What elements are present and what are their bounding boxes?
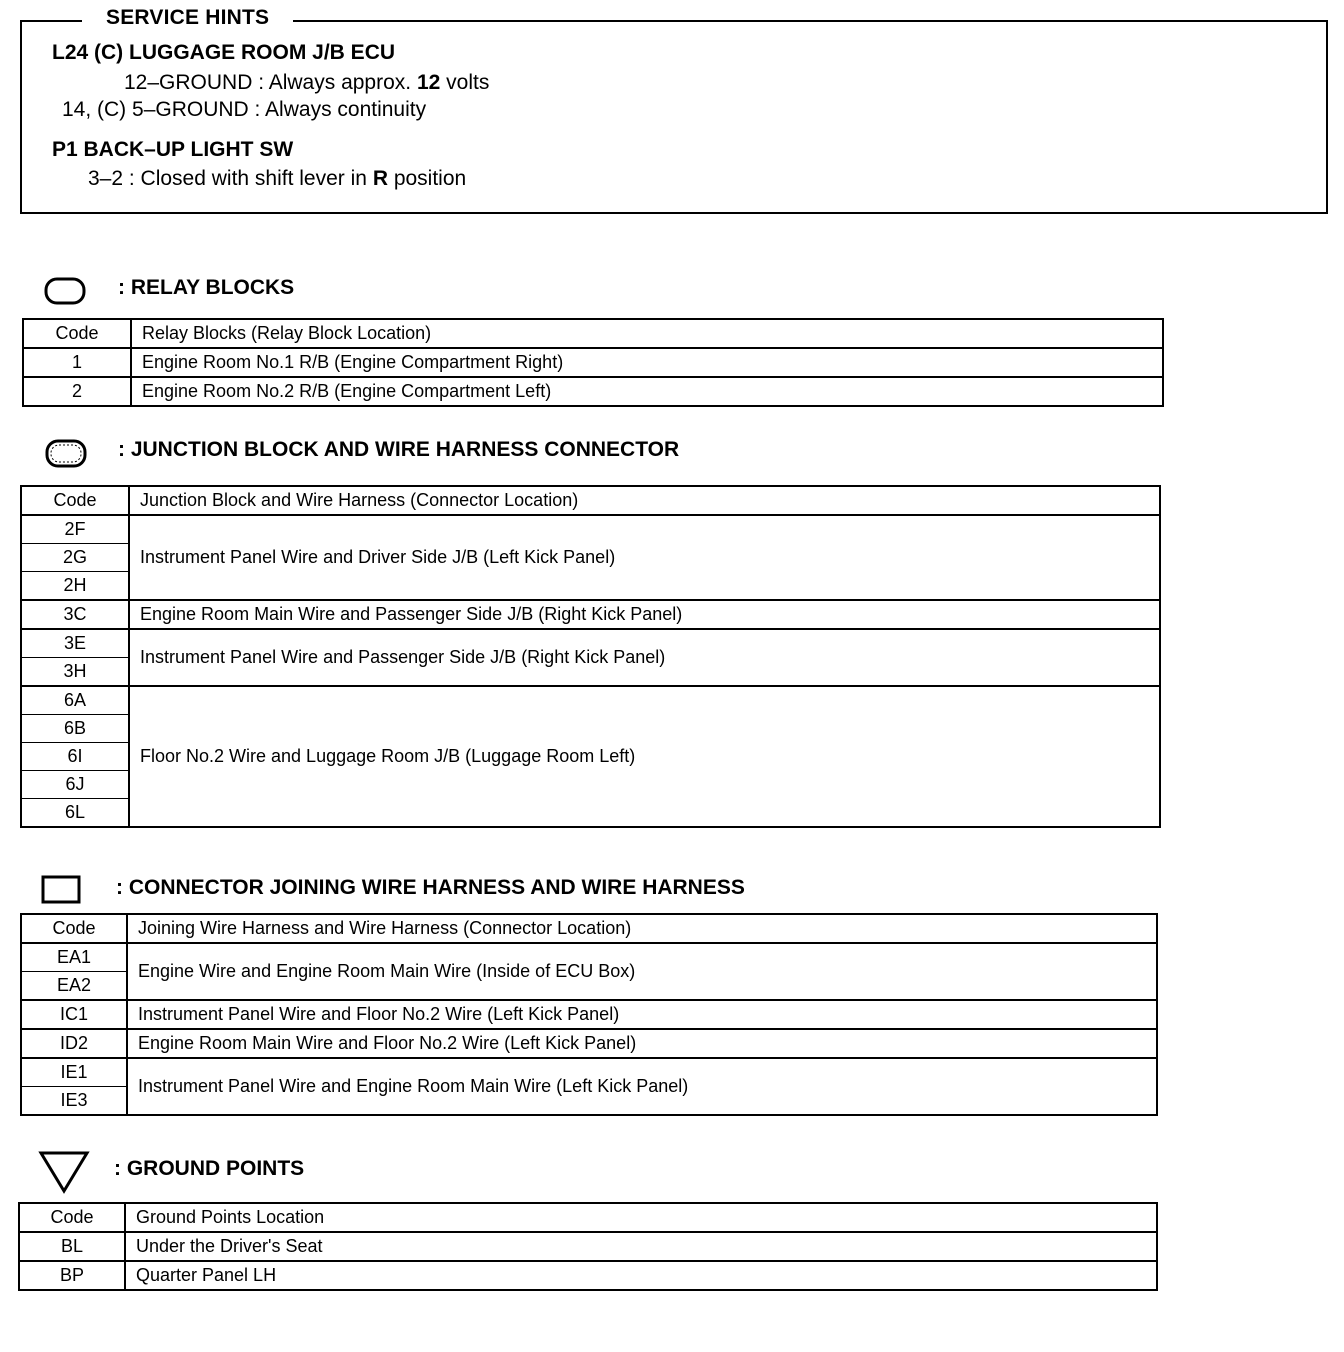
l24-line-1-prefix: 12–GROUND : Always approx. [124, 71, 417, 94]
location-header: Ground Points Location [125, 1203, 1157, 1232]
code-header: Code [21, 486, 129, 515]
code-cell: IE3 [21, 1087, 127, 1116]
junction-block-heading: : JUNCTION BLOCK AND WIRE HARNESS CONNECTOR [118, 438, 680, 461]
table-row [21, 1058, 1157, 1087]
ground-points-heading: : GROUND POINTS [114, 1157, 305, 1180]
location-cell: Engine Wire and Engine Room Main Wire (Inside of ECU Box) [127, 943, 1157, 1000]
table-row [19, 1261, 1157, 1290]
code-cell: 1 [23, 348, 131, 377]
code-cell: 6B [21, 715, 129, 743]
location-header: Joining Wire Harness and Wire Harness (Connector Location) [127, 914, 1157, 943]
table-row [21, 686, 1160, 715]
table-row [21, 1029, 1157, 1058]
table-row [21, 943, 1157, 972]
code-header: Code [23, 319, 131, 348]
code-cell: 3H [21, 658, 129, 687]
connector-heading: : CONNECTOR JOINING WIRE HARNESS AND WIRE HARNESS [116, 876, 745, 899]
code-cell: 6I [21, 743, 129, 771]
table-header-row [21, 914, 1157, 943]
ground-point-triangle-icon [38, 1150, 92, 1196]
code-cell: 3E [21, 629, 129, 658]
table-row [21, 515, 1160, 544]
code-cell: 6L [21, 799, 129, 828]
code-cell: 6A [21, 686, 129, 715]
code-cell: 2F [21, 515, 129, 544]
table-row [21, 600, 1160, 629]
code-cell: 2H [21, 572, 129, 601]
p1-line-value: R [372, 167, 388, 190]
code-cell: IC1 [21, 1000, 127, 1029]
junction-block-symbol-icon [44, 438, 90, 470]
table-row [23, 377, 1163, 406]
location-cell: Quarter Panel LH [125, 1261, 1157, 1290]
table-row [23, 348, 1163, 377]
code-cell: ID2 [21, 1029, 127, 1058]
p1-line [88, 167, 466, 191]
connector-symbol-icon [40, 874, 84, 906]
location-cell: Engine Room Main Wire and Floor No.2 Wire (Left Kick Panel) [127, 1029, 1157, 1058]
location-header: Relay Blocks (Relay Block Location) [131, 319, 1163, 348]
p1-line-prefix: 3–2 : Closed with shift lever in [88, 167, 373, 190]
code-cell: EA1 [21, 943, 127, 972]
relay-blocks-table [22, 318, 1164, 407]
location-cell: Instrument Panel Wire and Driver Side J/B (Left Kick Panel) [129, 515, 1160, 600]
location-cell: Instrument Panel Wire and Floor No.2 Wire (Left Kick Panel) [127, 1000, 1157, 1029]
p1-heading: P1 BACK–UP LIGHT SW [52, 138, 294, 161]
l24-line-1-value: 12 [416, 71, 441, 94]
code-cell: EA2 [21, 972, 127, 1001]
code-cell: 2 [23, 377, 131, 406]
ground-points-table [18, 1202, 1158, 1291]
table-header-row [19, 1203, 1157, 1232]
code-cell: IE1 [21, 1058, 127, 1087]
junction-block-table [20, 485, 1161, 828]
l24-line-2: 14, (C) 5–GROUND : Always continuity [62, 98, 427, 121]
code-cell: 3C [21, 600, 129, 629]
location-cell: Floor No.2 Wire and Luggage Room J/B (Luggage Room Left) [129, 686, 1160, 827]
code-header: Code [21, 914, 127, 943]
l24-heading: L24 (C) LUGGAGE ROOM J/B ECU [52, 41, 396, 64]
location-cell: Engine Room No.1 R/B (Engine Compartment Right) [131, 348, 1163, 377]
l24-line-1-suffix: volts [440, 71, 490, 94]
table-header-row [21, 486, 1160, 515]
relay-blocks-heading: : RELAY BLOCKS [118, 276, 295, 299]
table-header-row [23, 319, 1163, 348]
code-header: Code [19, 1203, 125, 1232]
table-row [21, 629, 1160, 658]
relay-block-symbol-icon [44, 276, 88, 306]
location-header: Junction Block and Wire Harness (Connector Location) [129, 486, 1160, 515]
location-cell: Instrument Panel Wire and Engine Room Main Wire (Left Kick Panel) [127, 1058, 1157, 1115]
code-cell: 2G [21, 544, 129, 572]
connector-table [20, 913, 1158, 1116]
p1-line-suffix: position [387, 167, 467, 190]
service-hints-title: SERVICE HINTS [82, 6, 293, 30]
code-cell: BP [19, 1261, 125, 1290]
code-cell: BL [19, 1232, 125, 1261]
location-cell: Under the Driver's Seat [125, 1232, 1157, 1261]
l24-line-1 [124, 71, 489, 95]
table-row [21, 1000, 1157, 1029]
location-cell: Engine Room Main Wire and Passenger Side J/B (Right Kick Panel) [129, 600, 1160, 629]
code-cell: 6J [21, 771, 129, 799]
location-cell: Instrument Panel Wire and Passenger Side J/B (Right Kick Panel) [129, 629, 1160, 686]
table-row [19, 1232, 1157, 1261]
location-cell: Engine Room No.2 R/B (Engine Compartment Left) [131, 377, 1163, 406]
